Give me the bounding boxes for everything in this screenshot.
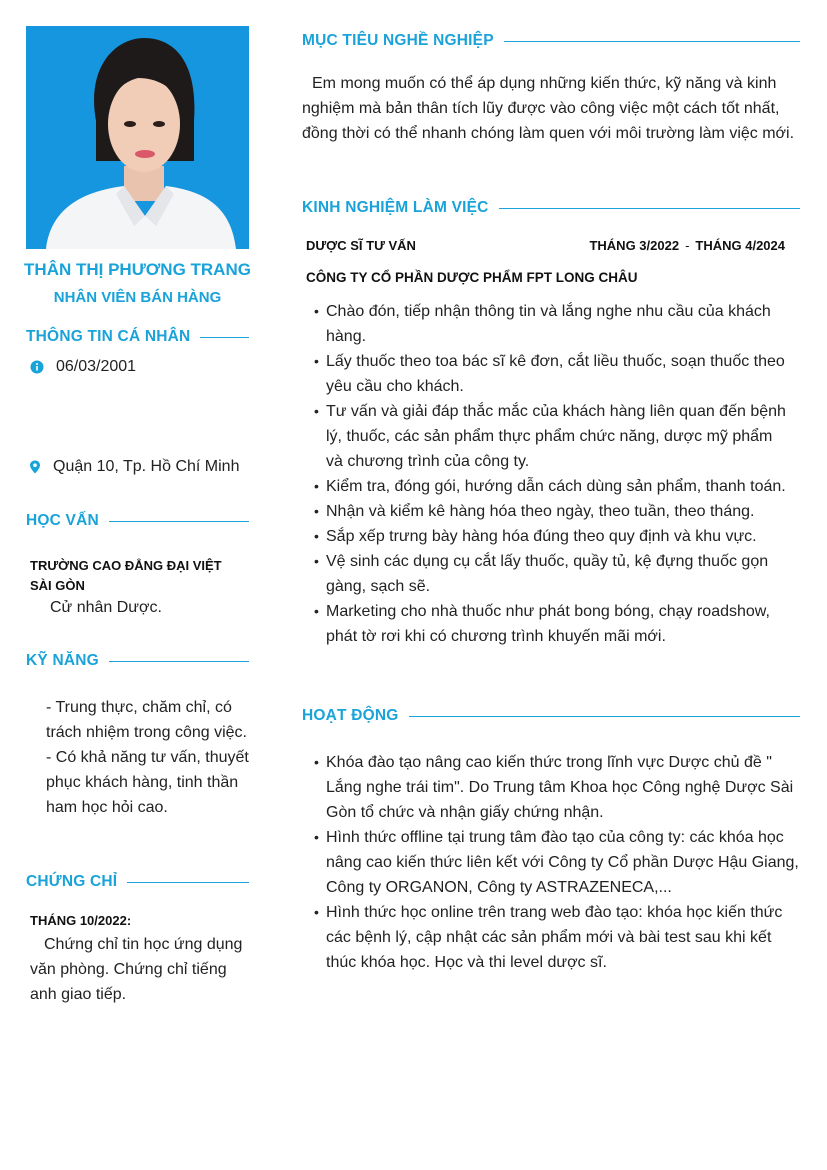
activities-title: HOẠT ĐỘNG <box>302 707 399 724</box>
job-end: THÁNG 4/2024 <box>695 238 785 253</box>
experience-heading <box>302 199 800 217</box>
company-name: CÔNG TY CỔ PHẦN DƯỢC PHẨM FPT LONG CHÂU <box>306 270 638 285</box>
certificates-heading <box>26 873 249 891</box>
duties-list <box>302 299 792 649</box>
job-start: THÁNG 3/2022 <box>589 238 680 253</box>
job-period-separator: - <box>685 238 690 253</box>
job-role: DƯỢC SĨ TƯ VẤN <box>306 238 416 253</box>
list-item: • Vệ sinh các dụng cụ cắt lấy thuốc, quầy tủ, kệ đựng thuốc gọn gàng, sạch sẽ. <box>302 549 792 599</box>
education-heading <box>26 512 249 530</box>
list-item: • Hình thức offline tại trung tâm đào tạo của công ty: các khóa học nâng cao kiến thức liên kết với Công ty Cổ phần Dược Hậu Giang, Công ty ORGANON, Công ty ASTRAZENECA,... <box>302 825 800 900</box>
address-value: Quận 10, Tp. Hồ Chí Minh <box>53 458 240 475</box>
heading-divider <box>127 882 249 883</box>
location-pin-icon <box>28 460 42 474</box>
skills-heading <box>26 652 249 670</box>
degree: Cử nhân Dược. <box>50 599 162 616</box>
certificates-title: CHỨNG CHỈ <box>26 873 118 890</box>
portrait-image <box>26 26 249 249</box>
profile-photo <box>26 26 249 249</box>
birthday-row <box>30 358 136 376</box>
heading-divider <box>409 716 800 717</box>
skills-title: KỸ NĂNG <box>26 652 99 669</box>
list-item: • Lấy thuốc theo toa bác sĩ kê đơn, cắt liều thuốc, soạn thuốc theo yêu cầu cho khách. <box>302 349 792 399</box>
personal-info-heading <box>26 328 249 346</box>
job-period <box>589 238 785 253</box>
candidate-name: THÂN THỊ PHƯƠNG TRANG <box>24 260 251 279</box>
heading-divider <box>109 661 249 662</box>
objective-title: MỤC TIÊU NGHỀ NGHIỆP <box>302 32 494 49</box>
heading-divider <box>499 208 800 209</box>
experience-title: KINH NGHIỆM LÀM VIỆC <box>302 199 489 216</box>
list-item: • Sắp xếp trưng bày hàng hóa đúng theo quy định và khu vực. <box>302 524 792 549</box>
personal-info-title: THÔNG TIN CÁ NHÂN <box>26 328 191 345</box>
list-item: • Khóa đào tạo nâng cao kiến thức trong lĩnh vực Dược chủ đề " Lắng nghe trái tim". Do Trung tâm Khoa học Công nghệ Dược Sài Gòn tổ chức và nhận giấy chứng nhận. <box>302 750 800 825</box>
list-item: • Chào đón, tiếp nhận thông tin và lắng nghe nhu cầu của khách hàng. <box>302 299 792 349</box>
info-icon <box>30 360 44 374</box>
list-item: • Nhận và kiểm kê hàng hóa theo ngày, theo tuần, theo tháng. <box>302 499 792 524</box>
activities-heading <box>302 707 800 725</box>
list-item: • Marketing cho nhà thuốc như phát bong bóng, chạy roadshow, phát tờ rơi khi có chương trình khuyến mãi mới. <box>302 599 792 649</box>
certificate-text: Chứng chỉ tin học ứng dụng văn phòng. Chứng chỉ tiếng anh giao tiếp. <box>30 936 243 1003</box>
heading-divider <box>504 41 800 42</box>
list-item: • Hình thức học online trên trang web đào tạo: khóa học kiến thức các bệnh lý, cập nhật các sản phẩm mới và bài test sau khi kết thúc khóa học. Học và thi level dược sĩ. <box>302 900 800 975</box>
activities-list <box>302 750 800 975</box>
skills-list <box>46 695 251 820</box>
heading-divider <box>109 521 249 522</box>
objective-heading <box>302 32 800 50</box>
certificate-date: THÁNG 10/2022: <box>30 913 132 928</box>
list-item: • Tư vấn và giải đáp thắc mắc của khách hàng liên quan đến bệnh lý, thuốc, các sản phẩm thực phẩm chức năng, dược mỹ phẩm và chương trình của công ty. <box>302 399 792 474</box>
school-name: TRƯỜNG CAO ĐẲNG ĐẠI VIỆT SÀI GÒN <box>30 558 222 593</box>
skill-item: - Có khả năng tư vấn, thuyết phục khách hàng, tinh thần ham học hỏi cao. <box>46 749 249 816</box>
heading-divider <box>200 337 249 338</box>
objective-text: Em mong muốn có thể áp dụng những kiến thức, kỹ năng và kinh nghiệm mà bản thân tích lũy được vào công việc một cách tốt nhất, đồng thời có thể nhanh chóng làm quen với môi trường làm việc mới. <box>302 75 795 142</box>
list-item: • Kiểm tra, đóng gói, hướng dẫn cách dùng sản phẩm, thanh toán. <box>302 474 792 499</box>
address-row <box>28 458 239 476</box>
birthday-value: 06/03/2001 <box>56 358 137 375</box>
candidate-position: NHÂN VIÊN BÁN HÀNG <box>53 289 222 306</box>
skill-item: - Trung thực, chăm chỉ, có trách nhiệm trong công việc. <box>46 699 247 741</box>
education-title: HỌC VẤN <box>26 512 99 529</box>
